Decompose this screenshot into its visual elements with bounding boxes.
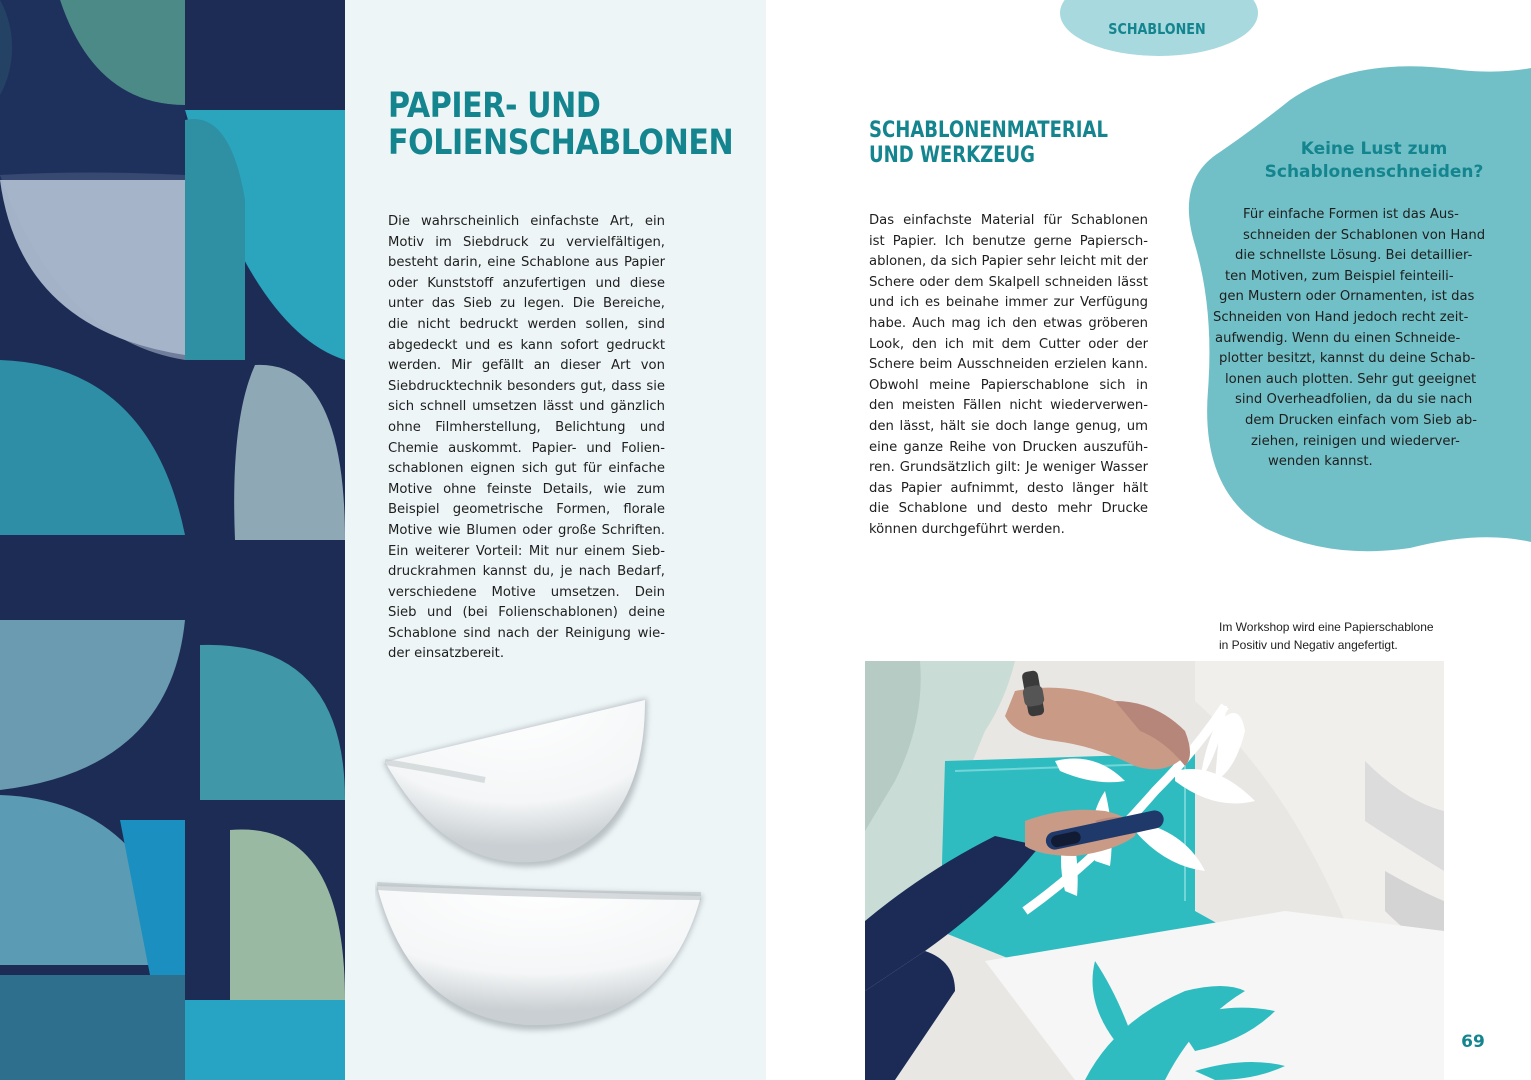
text-line: Motive ohne feinste Details, wie zum <box>388 481 665 497</box>
left-page-title <box>388 88 733 162</box>
text-line: dem Drucken einfach vom Sieb ab- <box>1245 412 1478 428</box>
text-line: aufwendig. Wenn du einen Schneide- <box>1215 330 1461 346</box>
text-line: druckrahmen kannst du, je nach Bedarf, <box>388 564 665 580</box>
text-line: verschiedene Motive umsetzen. Dein <box>388 584 665 600</box>
right-body-text <box>869 211 1148 541</box>
left-body-text <box>388 212 665 665</box>
section-tab-label: SCHABLONEN <box>1108 20 1206 38</box>
text-line: gen Mustern oder Ornamenten, ist das <box>1219 289 1475 305</box>
text-line: Motive wie Blumen oder große Schriften. <box>388 522 665 538</box>
workshop-photo-illustration <box>865 661 1444 1080</box>
text-line: Obwohl meine Papierschablone sich in <box>869 377 1148 393</box>
text-line: der einsatzbereit. <box>388 646 505 662</box>
text-line: wenden kannst. <box>1268 454 1373 470</box>
info-box-body <box>1213 205 1513 473</box>
text-line: werden. Mir gefällt an dieser Art von <box>388 358 665 374</box>
text-line: eine ganze Reihe von Drucken auszufüh- <box>869 439 1148 455</box>
info-title-line: Schablonenschneiden? <box>1264 162 1484 182</box>
text-line: Schere beim Ausschneiden erzielen kann. <box>869 357 1148 373</box>
text-line: plotter besitzt, kannst du deine Schab- <box>1219 351 1476 367</box>
text-line: die Schablone und desto mehr Drucke <box>869 501 1148 517</box>
text-line: Siebdrucktechnik besonders gut, dass sie <box>388 378 665 394</box>
text-line: Für einfache Formen ist das Aus- <box>1243 207 1459 222</box>
text-line: besteht darin, eine Schablone aus Papier <box>388 255 665 271</box>
left-title-line: PAPIER- UND <box>388 86 601 126</box>
text-line: ren. Grundsätzlich gilt: Je weniger Wasser <box>869 460 1148 476</box>
text-line: habe. Auch mag ich den etwas gröberen <box>869 315 1148 331</box>
workshop-photo <box>865 661 1444 1080</box>
text-line: Look, den ich mit dem Cutter oder der <box>869 336 1148 352</box>
info-title-line: Keine Lust zum <box>1300 139 1448 159</box>
text-line: den lässt, hält sie doch lange genug, um <box>869 418 1148 434</box>
text-line: sind Overheadfolien, da du sie nach <box>1235 392 1473 408</box>
text-line: ablonen, da sich Papier sehr leicht mit der <box>869 254 1148 270</box>
text-line: und ich es beinahe immer zur Verfügung <box>869 295 1148 311</box>
stencil-shape-top <box>385 700 645 862</box>
text-line: Motiv im Siebdruck zu vervielfältigen, <box>388 234 665 250</box>
text-line: Schere oder dem Skalpell schneiden lässt <box>869 274 1148 290</box>
text-line: schneiden der Schablonen von Hand <box>1243 227 1486 243</box>
text-line: den meisten Fällen nicht wiederverwen- <box>869 398 1148 414</box>
text-line: Sieb und (bei Folienschablonen) deine <box>388 605 665 621</box>
right-title-line: SCHABLONENMATERIAL <box>869 118 1108 143</box>
paper-stencil-illustration <box>375 690 720 1070</box>
caption-line: Im Workshop wird eine Papierschablone <box>1219 620 1434 634</box>
info-box-title <box>1215 138 1531 184</box>
text-line: Beispiel geometrische Formen, florale <box>388 502 665 518</box>
right-page-title <box>869 118 1108 168</box>
text-line: ten Motiven, zum Beispiel feinteili- <box>1225 268 1454 284</box>
photo-caption <box>1219 618 1459 654</box>
text-line: sich schnell umsetzen lässt und gänzlich <box>388 399 665 415</box>
text-line: ist Papier. Ich benutze gerne Papiersch- <box>869 233 1148 249</box>
text-line: können durchgeführt werden. <box>869 521 1065 537</box>
text-line: oder Kunststoff anzufertigen und diese <box>388 275 665 291</box>
text-line: Schneiden von Hand jedoch recht zeit- <box>1213 309 1469 325</box>
page-number: 69 <box>1461 1032 1485 1052</box>
text-line: die schnellste Lösung. Bei detaillier- <box>1235 248 1473 264</box>
artwork-pattern <box>0 0 345 1080</box>
text-line: Ein weiterer Vorteil: Mit nur einem Sieb- <box>388 543 665 559</box>
text-line: schablonen eignen sich gut für einfache <box>388 461 665 477</box>
text-line: lonen auch plotten. Sehr gut geeignet <box>1225 371 1477 387</box>
screenprint-artwork <box>0 0 345 1080</box>
text-line: Schablone sind nach der Reinigung wie- <box>388 625 665 641</box>
text-line: ohne Filmherstellung, Belichtung und <box>388 419 665 435</box>
right-title-line: UND WERKZEUG <box>869 143 1035 168</box>
text-line: abgedeckt und es kann sofort gedruckt <box>388 337 665 353</box>
text-line: unter das Sieb zu legen. Die Bereiche, <box>388 296 665 312</box>
text-line: Die wahrscheinlich einfachste Art, ein <box>388 214 665 229</box>
left-page <box>345 0 766 1080</box>
text-line: die nicht bedruckt werden sollen, sind <box>388 316 665 332</box>
text-line: Chemie auskommt. Papier- und Folien- <box>388 440 665 456</box>
text-line: das Papier aufnimmt, desto länger hält <box>869 480 1148 496</box>
text-line: Das einfachste Material für Schablonen <box>869 213 1148 228</box>
caption-line: in Positiv und Negativ angefertigt. <box>1219 638 1398 652</box>
text-line: ziehen, reinigen und wiederver- <box>1251 433 1460 449</box>
left-title-line: FOLIENSCHABLONEN <box>388 123 734 163</box>
stencil-shape-bottom <box>377 886 701 1025</box>
